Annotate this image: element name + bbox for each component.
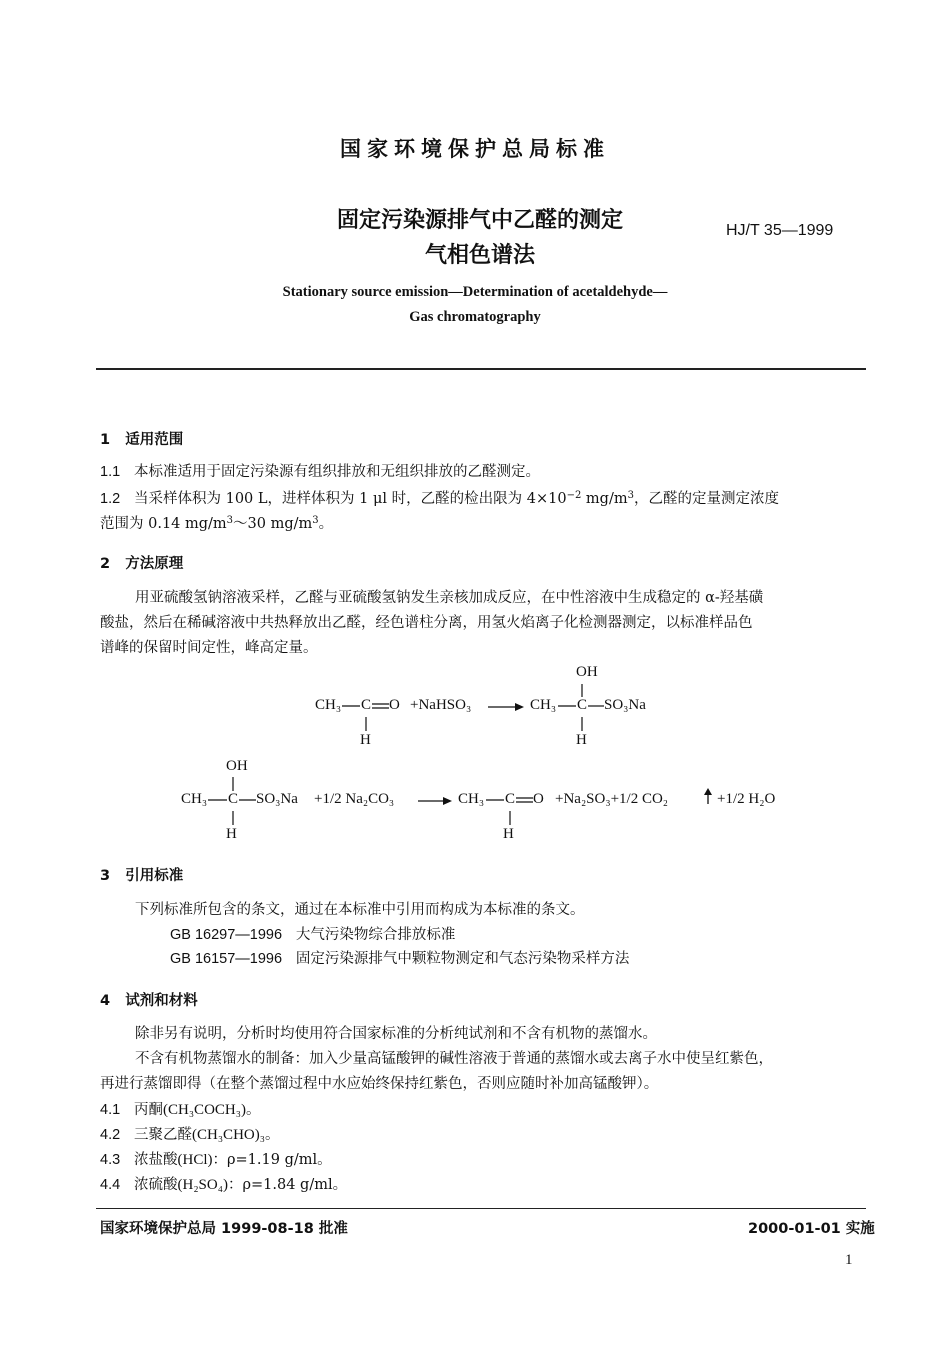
clause-1-2-cont: 范围为 0.14 $mg/m^3\sim 30$ $mg/m^3$。 [100,515,334,532]
reagent-item: 4.1 丙酮(CH₃COCH₃)。 [100,1102,261,1118]
r1-product-hydrogen: H [576,732,587,748]
r1-arrow-head [515,703,524,711]
r1-product-oh: OH [576,664,598,680]
r2-oh: OH [226,758,248,774]
r1-product-so3na: SO₃Na [604,697,646,713]
r2-product-oxygen: O [533,791,544,807]
r1-ch3: CH₃ [315,697,342,713]
section-1-heading: 1 适用范围 [100,432,184,448]
section-2-heading: 2 方法原理 [100,556,184,572]
section-3-heading: 3 引用标准 [100,868,184,884]
principle-line2: 酸盐，然后在稀碱溶液中共热释放出乙醛，经色谱柱分离，用氢火焰离子化检测器测定，以标准样品色 [100,615,753,631]
principle-line1: 用亚硫酸氢钠溶液采样，乙醛与亚硫酸氢钠发生亲核加成反应，在中性溶液中生成稳定的 α-羟基磺 [135,590,764,606]
reagent-item: 4.4 浓硫酸(H₂SO₄)：ρ=1.84 g/ml。 [100,1177,348,1193]
section-4-heading: 4 试剂和材料 [100,993,198,1009]
english-title-line1: Stationary source emission—Determination of acetaldehyde— [282,284,668,300]
r2-carbon: C [228,791,239,807]
r1-product-carbon: C [577,697,588,713]
r1-product-ch3: CH₃ [530,697,557,713]
r2-product-carbon: C [505,791,516,807]
reagent-item: 4.3 浓盐酸(HCl)：ρ=1.19 g/ml。 [100,1152,332,1168]
standard-code: HJ/T 35—1999 [726,222,834,239]
r2-reagent: +1/2 Na₂CO₃ [314,791,395,807]
reagents-line1: 除非另有说明，分析时均使用符合国家标准的分析纯试剂和不含有机物的蒸馏水。 [135,1026,657,1042]
principle-line3: 谱峰的保留时间定性，峰高定量。 [100,640,318,656]
r1-carbon: C [361,697,372,713]
effective-date: 2000-01-01 实施 [748,1221,875,1237]
r2-water: +1/2 H₂O [717,791,776,807]
footer-rule [96,1208,866,1209]
reagent-item: 4.2 三聚乙醛(CH₃CHO)₃。 [100,1127,280,1143]
r1-hydrogen: H [360,732,371,748]
r1-reagent: +NaHSO₃ [410,697,472,713]
issuing-organization: 国家环境保护总局标准 [340,137,610,161]
clause-1-1: 1.1 本标准适用于固定污染源有组织排放和无组织排放的乙醛测定。 [100,464,540,480]
reference-2: GB 16157—1996 固定污染源排气中颗粒物测定和气态污染物采样方法 [170,951,630,967]
standard-title-line2: 气相色谱法 [424,243,535,268]
r2-hydrogen: H [226,826,237,842]
reference-1: GB 16297—1996 大气污染物综合排放标准 [170,927,456,943]
r2-products: +Na₂SO₃+1/2 CO₂ [555,791,669,807]
r2-product-hydrogen: H [503,826,514,842]
approval-date: 国家环境保护总局 1999-08-18 批准 [100,1221,348,1237]
clause-1-2: 1.2 当采样体积为 100 L，进样体积为 1 μl 时，乙醛的检出限为 $4\times 10^{-2}$ $mg/m^3$，乙醛的定量测定浓度 [100,490,779,507]
r2-arrow-head [443,797,452,805]
standard-title-line1: 固定污染源排气中乙醛的测定 [336,208,623,233]
page-number: 1 [845,1252,853,1268]
gas-arrow-head [704,788,712,795]
reagents-line3: 再进行蒸馏即得（在整个蒸馏过程中水应始终保持红紫色，否则应随时补加高锰酸钾）。 [100,1076,659,1092]
r1-oxygen: O [389,697,400,713]
references-intro: 下列标准所包含的条文，通过在本标准中引用而构成为本标准的条文。 [135,902,585,918]
r2-ch3: CH₃ [181,791,208,807]
r2-so3na: SO₃Na [256,791,298,807]
english-title-line2: Gas chromatography [409,309,541,325]
r2-product-ch3: CH₃ [458,791,485,807]
reagents-line2: 不含有机物蒸馏水的制备：加入少量高锰酸钾的碱性溶液于普通的蒸馏水或去离子水中使呈红紫色， [135,1051,773,1067]
